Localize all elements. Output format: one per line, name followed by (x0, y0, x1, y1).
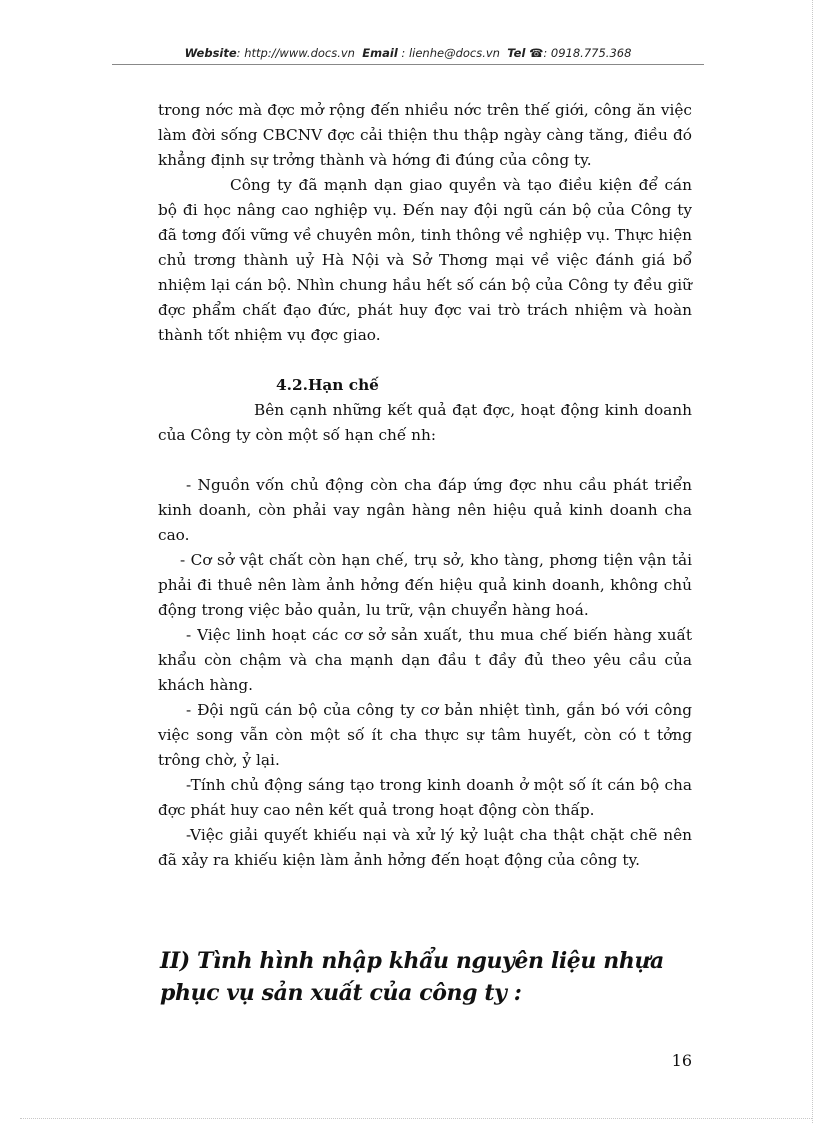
tel-label: Tel (507, 46, 526, 60)
document-body (158, 98, 692, 873)
page-header (0, 46, 816, 60)
page-edge-bottom (20, 1118, 812, 1119)
list-item: - Nguồn vốn chủ động còn cha đáp ứng đợc nhu cầu phát triển kinh doanh, còn phải vay ngân hàng nên hiệu quả kinh doanh cha cao. (158, 476, 692, 544)
section-title: II) Tình hình nhập khẩu nguyên liệu nhựa phục vụ sản xuất của công ty : (160, 948, 664, 1006)
subsection-heading: 4.2.Hạn chế (276, 376, 379, 394)
tel-value: ☎: 0918.775.368 (529, 46, 632, 60)
subsection-intro: Bên cạnh những kết quả đạt đợc, hoạt động kinh doanh của Công ty còn một số hạn chế nh: (158, 401, 692, 444)
email-value: : lienhe@docs.vn (401, 46, 500, 60)
spacer (158, 448, 692, 473)
list-item: -Việc giải quyết khiếu nại và xử lý kỷ luật cha thật chặt chẽ nên đã xảy ra khiếu kiện làm ảnh hởng đến hoạt động của công ty. (158, 826, 692, 869)
website-value: : http://www.docs.vn (236, 46, 355, 60)
page-number: 16 (671, 1051, 692, 1070)
website-label: Website (184, 46, 237, 60)
paragraph: trong nớc mà đợc mở rộng đến nhiều nớc trên thế giới, công ăn việc làm đời sống CBCNV đợc cải thiện thu thập ngày càng tăng, điều đó khẳng định sự trởng thành và hớng đi đúng của công ty. (158, 101, 692, 169)
list-item: - Đội ngũ cán bộ của công ty cơ bản nhiệt tình, gắn bó với công việc song vẫn còn một số ít cha thực sự tâm huyết, còn có t tởng trông chờ, ỷ lại. (158, 701, 692, 769)
list-item: - Cơ sở vật chất còn hạn chế, trụ sở, kho tàng, phơng tiện vận tải phải đi thuê nên làm ảnh hởng đến hiệu quả kinh doanh, không chủ động trong việc bảo quản, lu trữ, vận chuyển hàng hoá. (158, 551, 692, 619)
list-item: -Tính chủ động sáng tạo trong kinh doanh ở một số ít cán bộ cha đợc phát huy cao nên kết quả trong hoạt động còn thấp. (158, 776, 692, 819)
email-label: Email (362, 46, 398, 60)
list-item: - Việc linh hoạt các cơ sở sản xuất, thu mua chế biến hàng xuất khẩu còn chậm và cha mạnh dạn đầu t đầy đủ theo yêu cầu của khách hàng. (158, 626, 692, 694)
page-edge-right (812, 0, 813, 1123)
paragraph: Công ty đã mạnh dạn giao quyền và tạo điều kiện để cán bộ đi học nâng cao nghiệp vụ. Đến nay đội ngũ cán bộ của Công ty đã tơng đối vững về chuyên môn, tinh thông về nghiệp vụ. Thực hiện chủ trơng thành uỷ Hà Nội và Sở Thơng mại về việc đánh giá bổ nhiệm lại cán bộ. Nhìn chung hầu hết số cán bộ của Công ty đều giữ đợc phẩm chất đạo đức, phát huy đợc vai trò trách nhiệm và hoàn thành tốt nhiệm vụ đợc giao. (158, 176, 692, 344)
header-divider (112, 64, 704, 65)
